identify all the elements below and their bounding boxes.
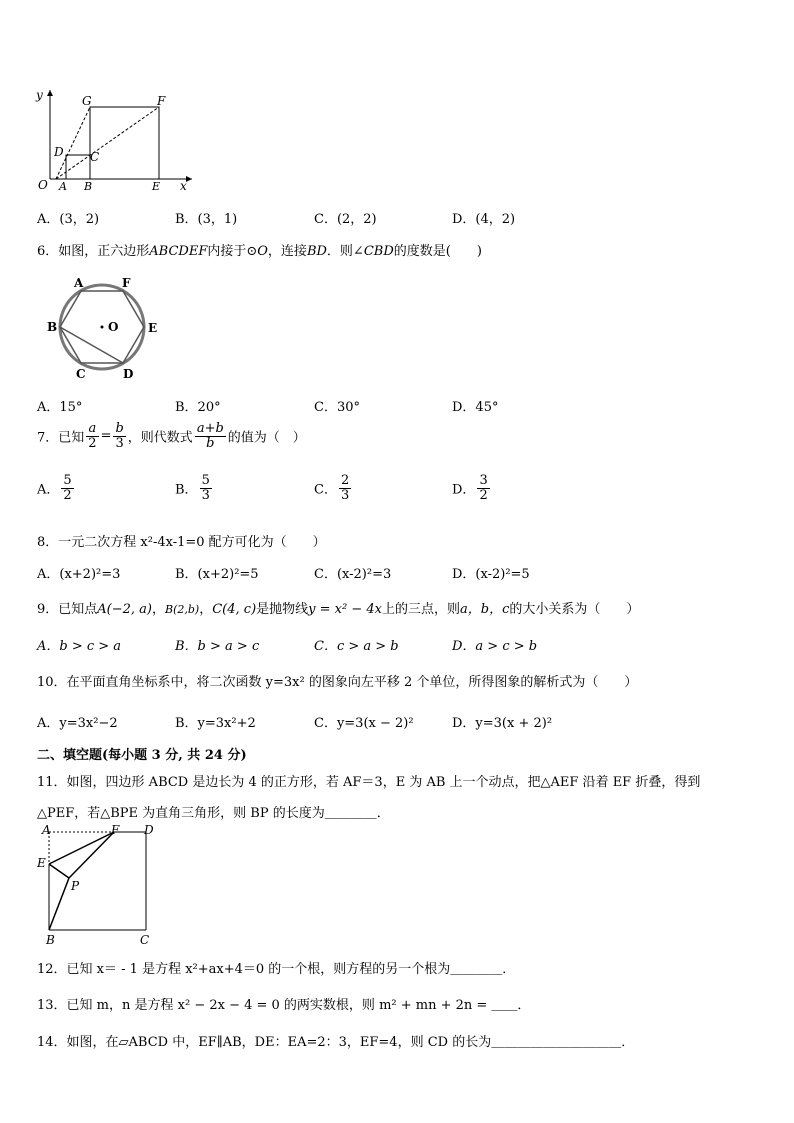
fig5-label-B: B bbox=[84, 180, 93, 193]
q9-option-b: B．b > a > c bbox=[175, 639, 260, 654]
q8-option-d: D．(x-2)²=5 bbox=[452, 567, 530, 582]
fig11-label-D: D bbox=[144, 823, 154, 837]
q10-option-c: C．y=3(x − 2)² bbox=[314, 716, 414, 731]
fig6-label-O: O bbox=[108, 320, 119, 334]
fig11-label-B: B bbox=[46, 933, 55, 947]
q7-fraction-a-over-2: $\frac{a}{2}$ bbox=[88, 421, 97, 451]
q10-option-a: A．y=3x²−2 bbox=[37, 716, 118, 731]
fig6-label-A: A bbox=[74, 276, 84, 290]
fig5-label-G: G bbox=[82, 94, 92, 108]
q5-option-a: A．(3，2) bbox=[37, 212, 100, 227]
q10-stem: 10．在平面直角坐标系中，将二次函数 y=3x² 的图象向左平移 2 个单位，所得图象的解析式为（ ） bbox=[37, 675, 638, 690]
q6-option-c: C．30° bbox=[314, 400, 360, 415]
figure-q5-coordinate-diagram bbox=[30, 85, 200, 195]
fig11-label-A: A bbox=[42, 823, 51, 837]
q13-stem: 13．已知 m，n 是方程 x² − 2x − 4 = 0 的两实数根，则 m² + mn + 2n = ＿＿． bbox=[37, 998, 531, 1013]
q7-stem: 7．已知 $\frac{a}{2}$ = $\frac{b}{3}$ ，则代数式 $\frac{a+b}{b}$ 的值为（ ） bbox=[37, 421, 306, 451]
q10-option-d: D．y=3(x + 2)² bbox=[452, 716, 553, 731]
q11-stem-line2: △PEF，若△BPE 为直角三角形，则 BP 的长度为＿＿＿＿． bbox=[37, 806, 390, 821]
q12-stem: 12．已知 x＝ - 1 是方程 x²+ax+4＝0 的一个根，则方程的另一个根为＿＿＿＿． bbox=[37, 962, 516, 977]
fig11-label-F: F bbox=[111, 823, 120, 837]
fig5-label-O: O bbox=[38, 178, 48, 192]
q6-stem: 6．如图，正六边形ABCDEF内接于⊙O，连接BD．则∠CBD的度数是( ) bbox=[37, 244, 482, 259]
fig5-label-D: D bbox=[54, 145, 64, 159]
q8-stem: 8．一元二次方程 x²-4x-1=0 配方可化为（ ） bbox=[37, 535, 326, 550]
q8-option-c: C．(x-2)²=3 bbox=[314, 567, 392, 582]
q9-stem: 9．已知点A(−2, a)，B(2,b)，C(4, c)是抛物线y = x² − 4x上的三点，则a，b，c的大小关系为（ ） bbox=[37, 602, 640, 617]
q10-option-b: B．y=3x²+2 bbox=[175, 716, 256, 731]
figure-q11-square-fold bbox=[36, 822, 161, 950]
q7-option-d: D． $\frac{3}{2}$ bbox=[452, 473, 488, 503]
q7-option-a: A． $\frac{5}{2}$ bbox=[37, 473, 72, 503]
fig5-label-C: C bbox=[90, 150, 100, 164]
fig6-label-E: E bbox=[148, 321, 158, 335]
q8-option-b: B．(x+2)²=5 bbox=[175, 567, 259, 582]
fig6-label-D: D bbox=[123, 367, 134, 381]
fig5-label-x: x bbox=[180, 179, 187, 193]
fig11-label-E: E bbox=[37, 856, 46, 870]
fig5-label-y: y bbox=[36, 88, 43, 102]
figure-q6-hexagon-in-circle bbox=[45, 272, 165, 382]
q5-option-b: B．(3，1) bbox=[175, 212, 238, 227]
q7-fraction-b-over-3: $\frac{b}{3}$ bbox=[115, 421, 124, 451]
fig5-label-A: A bbox=[59, 180, 67, 193]
fig6-label-F: F bbox=[122, 276, 131, 290]
q8-option-a: A．(x+2)²=3 bbox=[37, 567, 121, 582]
fig11-label-P: P bbox=[71, 879, 80, 893]
fig11-label-C: C bbox=[140, 933, 150, 947]
q9-option-a: A．b > c > a bbox=[37, 639, 122, 654]
q5-option-c: C．(2，2) bbox=[314, 212, 377, 227]
q6-option-b: B．20° bbox=[175, 400, 221, 415]
q6-option-d: D．45° bbox=[452, 400, 499, 415]
q7-option-c: C． $\frac{2}{3}$ bbox=[314, 473, 350, 503]
section-heading-fill-in: 二、填空题(每小题 3 分, 共 24 分) bbox=[37, 748, 247, 763]
q7-fraction-expression: $\frac{a+b}{b}$ bbox=[196, 421, 224, 451]
q9-option-c: C．c > a > b bbox=[314, 639, 399, 654]
fig5-label-F: F bbox=[157, 94, 166, 108]
q6-option-a: A．15° bbox=[37, 400, 83, 415]
q7-option-b: B． $\frac{5}{3}$ bbox=[175, 473, 210, 503]
fig6-label-C: C bbox=[76, 367, 86, 381]
q5-option-d: D．(4，2) bbox=[452, 212, 516, 227]
q11-stem-line1: 11．如图，四边形 ABCD 是边长为 4 的正方形，若 AF＝3，E 为 AB 上一个动点，把△AEF 沿着 EF 折叠，得到 bbox=[37, 775, 701, 790]
fig5-label-E: E bbox=[152, 180, 161, 193]
q14-stem: 14．如图，在▱ABCD 中，EF∥AB，DE：EA=2：3，EF=4，则 CD 的长为＿＿＿＿＿＿＿＿＿＿． bbox=[37, 1035, 635, 1050]
q9-option-d: D．a > c > b bbox=[452, 639, 538, 654]
fig6-label-B: B bbox=[47, 320, 58, 334]
